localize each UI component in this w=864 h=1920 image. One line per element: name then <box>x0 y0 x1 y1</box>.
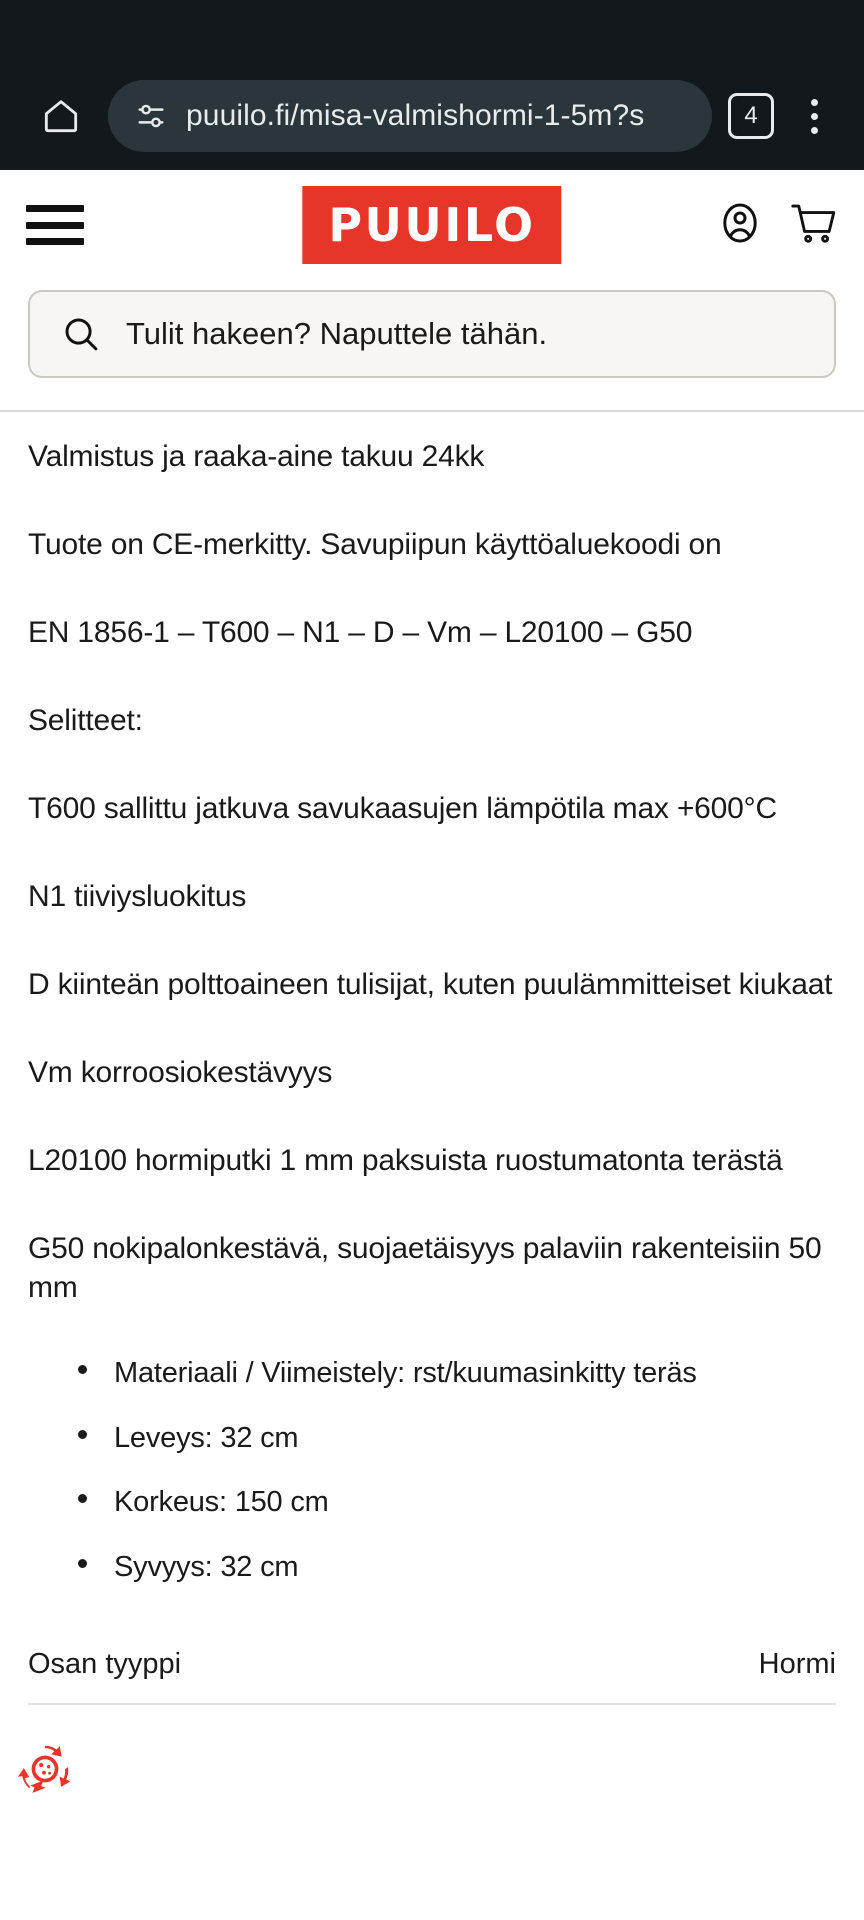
description-paragraph: N1 tiiviysluokitus <box>28 880 247 913</box>
description-paragraph: L20100 hormiputki 1 mm paksuista ruostumatonta terästä <box>28 1144 783 1177</box>
attribute-table <box>28 1644 836 1705</box>
kebab-menu-icon-dot-2 <box>811 113 818 120</box>
tab-count-label: 4 <box>744 102 758 129</box>
description-paragraph: T600 sallittu jatkuva savukaasujen lämpötila max +600°C <box>28 792 777 825</box>
search-input[interactable] <box>28 290 836 378</box>
description-paragraph: G50 nokipalonkestävä, suojaetäisyys palaviin rakenteisiin 50 mm <box>28 1232 822 1304</box>
home-button[interactable] <box>22 77 100 155</box>
browser-chrome <box>0 0 864 170</box>
description-paragraph: Tuote on CE-merkitty. Savupiipun käyttöaluekoodi on <box>28 528 722 561</box>
list-item: Leveys: 32 cm <box>72 1406 836 1471</box>
product-description <box>0 412 864 1705</box>
hamburger-icon-bar-2 <box>26 222 84 229</box>
site-header <box>0 170 864 280</box>
url-bar[interactable] <box>108 80 712 152</box>
table-row <box>28 1644 836 1703</box>
search-section <box>0 280 864 410</box>
hamburger-icon-bar-3 <box>26 238 84 245</box>
overflow-menu-button[interactable] <box>786 83 842 149</box>
account-button[interactable] <box>716 199 764 252</box>
hamburger-icon-bar-1 <box>26 205 84 212</box>
menu-button[interactable] <box>26 199 88 251</box>
cookie-settings-button[interactable] <box>14 1738 76 1800</box>
search-placeholder: Tulit hakeen? Naputtele tähän. <box>126 316 548 351</box>
attribute-value: Hormi <box>758 1647 836 1680</box>
url-text: puuilo.fi/misa-valmishormi-1-5m?s <box>186 99 645 132</box>
cookie-consent-icon <box>14 1738 76 1800</box>
tune-icon <box>134 99 168 133</box>
search-icon <box>60 313 102 355</box>
account-icon <box>716 199 764 247</box>
kebab-menu-icon-dot-3 <box>811 127 818 134</box>
description-paragraph: Valmistus ja raaka-aine takuu 24kk <box>28 440 485 473</box>
tab-counter-button[interactable] <box>728 93 774 139</box>
header-actions <box>716 199 838 252</box>
attribute-divider <box>28 1703 836 1705</box>
specification-list <box>28 1341 836 1600</box>
home-icon <box>41 96 81 136</box>
cart-icon <box>788 199 838 247</box>
list-item: Korkeus: 150 cm <box>72 1470 836 1535</box>
description-paragraph: D kiinteän polttoaineen tulisijat, kuten puulämmitteiset kiukaat <box>28 968 833 1001</box>
description-paragraph: Vm korroosiokestävyys <box>28 1056 333 1089</box>
kebab-menu-icon-dot-1 <box>811 99 818 106</box>
description-paragraph: Selitteet: <box>28 704 143 737</box>
cart-button[interactable] <box>788 199 838 252</box>
attribute-key: Osan tyyppi <box>28 1647 182 1680</box>
omnibox-row <box>0 62 864 170</box>
list-item: Syvyys: 32 cm <box>72 1535 836 1600</box>
list-item: Materiaali / Viimeistely: rst/kuumasinkitty teräs <box>72 1341 836 1406</box>
status-bar <box>0 0 864 62</box>
site-logo[interactable]: PUUILO <box>302 186 561 264</box>
description-paragraph: EN 1856-1 – T600 – N1 – D – Vm – L20100 – G50 <box>28 616 693 649</box>
